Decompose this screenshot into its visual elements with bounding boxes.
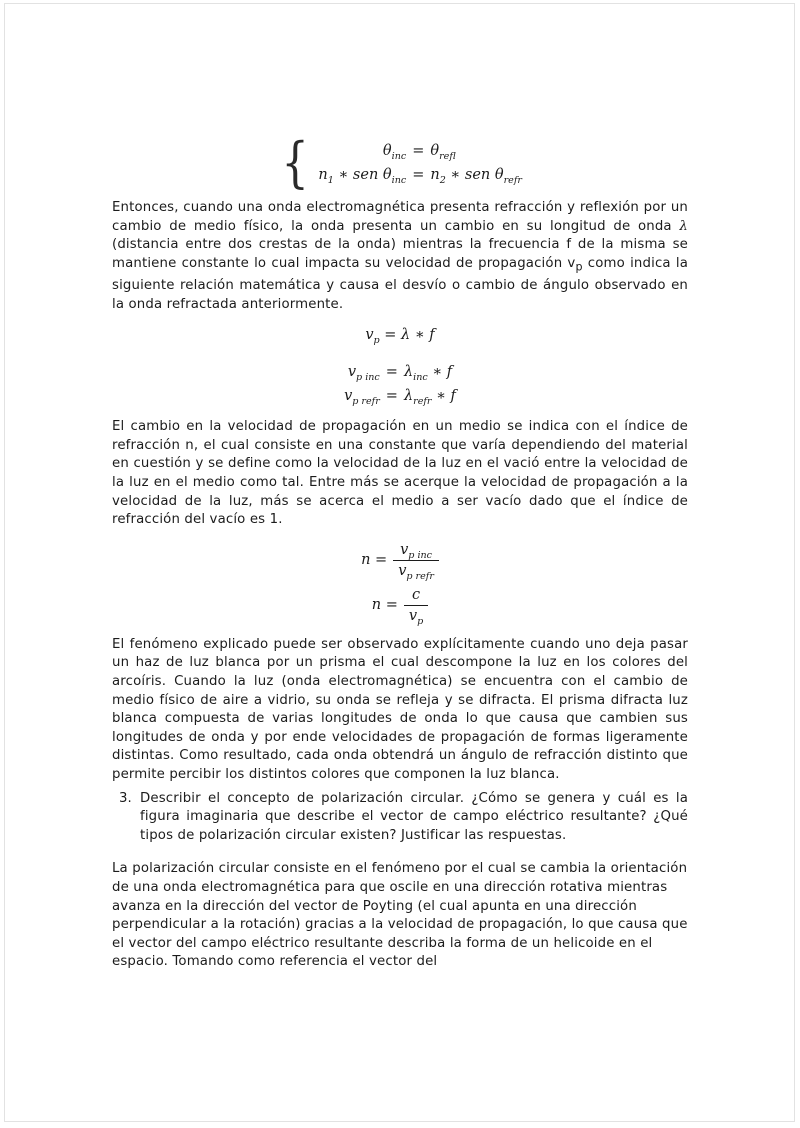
fraction-numerator: $v_{p inc}$ [393, 542, 439, 561]
document-page [4, 3, 795, 1122]
fraction-numerator: c [404, 587, 428, 606]
equals-sign: = [412, 167, 425, 183]
paragraph-refraction-intro: Entonces, cuando una onda electromagnética presenta refracción y reflexión por un cambio de medio físico, la onda presenta un cambio en su longitud de onda λ (distancia entre dos crestas de la onda) mientras la frecuencia f de la misma se mantiene constante lo cual impacta su velocidad de propagación $v_p$ como indica la siguiente relación matemática y causa el desvío o cambio de ángulo observado en la onda refractada anteriormente. [112, 200, 689, 312]
fraction-denominator: $v_{p refr}$ [398, 562, 434, 582]
equals-sign: = [385, 364, 398, 381]
equation-vp: $v_p = \lambda$ ∗ f [365, 327, 435, 347]
eq-vprefr-right: $\lambda_{refr}$ ∗ f [403, 388, 456, 408]
system-brace-icon: { [281, 131, 309, 194]
list-item-question-3 [112, 790, 688, 846]
fraction-denominator: $v_p$ [408, 607, 424, 627]
eq-theta-refl: $\theta_{refl}$ [430, 143, 456, 162]
equation-system-snell [112, 131, 688, 194]
eq-vpinc-left: $v_{p inc}$ [347, 364, 380, 384]
list-number: 3. [119, 790, 132, 806]
equation-n-c-vp [112, 586, 688, 627]
eq-theta-inc: $\theta_{inc}$ [382, 143, 407, 162]
equation-pair-rows [344, 360, 456, 408]
fraction-c-vp [404, 586, 428, 627]
eq-vpinc-right: $\lambda_{inc}$ ∗ f [403, 364, 453, 384]
eq-n1-sen: $n_1$ ∗ sen $\theta_{inc}$ [318, 167, 407, 186]
equation-vp-inc-refr [112, 360, 688, 408]
fraction-vpinc-vprefr [393, 541, 439, 582]
paragraph-refraction-index: El cambio en la velocidad de propagación en un medio se indica con el índice de refracción n, el cual consiste en una constante que varía dependiendo del material en cuestión y se define como la velocidad de la luz en el vació entre la velocidad de la luz en el medio como tal. Entre más se acerque la velocidad de propagación a la velocidad de la luz, más se acerca el medio a ser vacío dado que el índice de refracción del vacío es 1. [112, 419, 688, 528]
eq-n-ratio-prefix: n = [361, 552, 388, 569]
equation-n-ratio [112, 541, 688, 582]
equation-system-rows [318, 139, 522, 187]
eq-n-c-prefix: n = [371, 597, 398, 614]
paragraph-circular-polarization: La polarización circular consiste en el fenómeno por el cual se cambia la orientación de una onda electromagnética para que oscile en una dirección rotativa mientras avanza en la dirección del vector de Poyting (el cual apunta en una dirección perpendicular a la rotación) gracias a la velocidad de propagación, lo que causa que el vector del campo eléctrico resultante describa la forma de un helicoide en el espacio. Tomando como referencia el vector del [112, 861, 688, 970]
equals-sign: = [412, 143, 425, 159]
list-item-text: Describir el concepto de polarización circular. ¿Cómo se genera y cuál es la figura imaginaria que describe el vector de campo eléctrico resultante? ¿Qué tipos de polarización circular existen? Justificar las respuestas. [140, 790, 688, 843]
equals-sign: = [385, 388, 398, 405]
paragraph-prism-phenomenon: El fenómeno explicado puede ser observado explícitamente cuando uno deja pasar un haz de luz blanca por un prisma el cual descompone la luz en los colores del arcoíris. Cuando la luz (onda electromagnética) se encuentra con el cambio de medio físico de aire a vidrio, su onda se refleja y se difracta. El prisma difracta luz blanca compuesta de varias longitudes de onda lo que causa que cambien sus longitudes de onda y por ende velocidades de propagación de formas ligeramente distintas. Como resultado, cada onda obtendrá un ángulo de refracción distinto que permite percibir los distintos colores que componen la luz blanca. [112, 636, 688, 782]
eq-vprefr-left: $v_{p refr}$ [344, 388, 380, 408]
eq-n2-sen: $n_2$ ∗ sen $\theta_{refr}$ [430, 167, 522, 186]
